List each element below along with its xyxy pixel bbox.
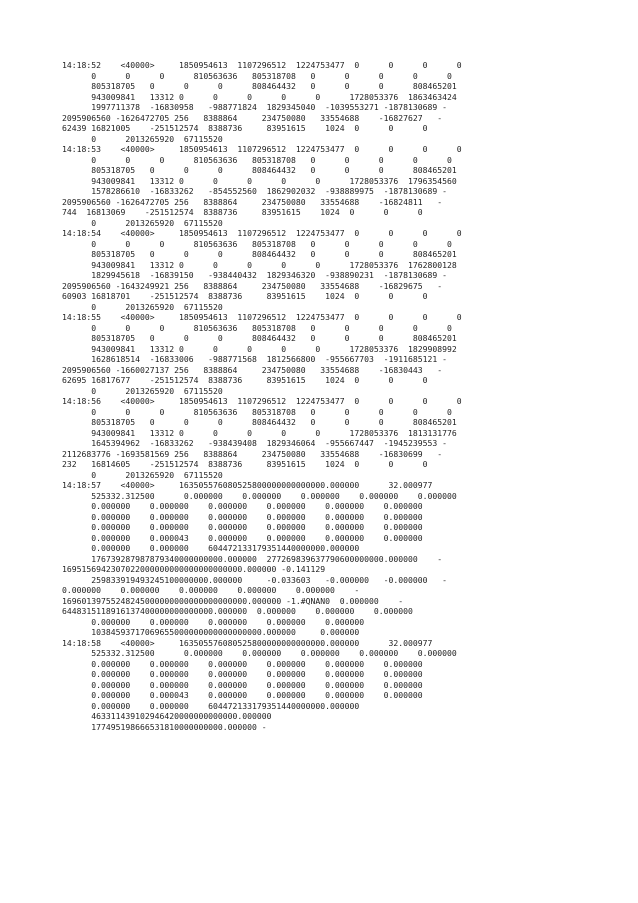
log-line: 2112683776 -1693581569 256 8388864 234750080 33554688 -16830699 - <box>62 448 443 459</box>
log-line: 805318705 0 0 0 808464432 0 0 0 808465201 <box>62 249 457 259</box>
log-line: 1578286610 -16833262 -854552560 1862902032 -938889975 -1878130689 - <box>62 186 447 196</box>
log-line: 10384593717069655000000000000000000.000000 0.000000 <box>62 627 360 637</box>
log-line: 525332.312500 0.000000 0.000000 0.000000 0.000000 0.000000 <box>62 490 457 501</box>
log-line: 0 0 0 810563636 805318708 0 0 0 0 0 <box>62 70 452 81</box>
log-line: 0.000000 0.000000 0.000000 0.000000 0.000000 0.000000 <box>62 658 423 669</box>
log-line: 62695 16817677 -251512574 8388736 83951615 1024 0 0 0 <box>62 375 428 385</box>
log-line: 0 2013265920 67115520 <box>62 469 223 480</box>
log-line: 943009841 13312 0 0 0 0 0 1728053376 1796354560 <box>62 175 457 186</box>
log-line: 1695156942307022000000000000000000000.000000 -0.141129 <box>62 564 326 574</box>
log-line: 943009841 13312 0 0 0 0 0 1728053376 1813131776 <box>62 427 457 438</box>
log-line: 62439 16821005 -251512574 8388736 83951615 1024 0 0 0 <box>62 123 428 133</box>
log-line: 1628618514 -16833006 -988771568 1812566800 -955667703 -1911685121 - <box>62 354 447 364</box>
log-line: 2095906560 -1643249921 256 8388864 234750080 33554688 -16829675 - <box>62 280 443 291</box>
log-line: 0.000000 0.000000 0.000000 0.000000 0.000000 <box>62 616 365 627</box>
log-line: 232 16814605 -251512574 8388736 83951615 1024 0 0 0 <box>62 459 428 469</box>
log-line: 14:18:53 <40000> 1850954613 1107296512 1224753477 0 0 0 0 <box>62 144 462 154</box>
log-line: 259833919493245100000000.000000 -0.033603 -0.000000 -0.000000 - <box>62 574 447 585</box>
log-line: 0.000000 0.000043 0.000000 0.000000 0.000000 0.000000 <box>62 690 423 700</box>
log-line: 6448315118916137400000000000000.000000 0.000000 0.000000 0.000000 <box>62 606 413 616</box>
log-line: 943009841 13312 0 0 0 0 0 1728053376 1829908992 <box>62 343 457 354</box>
log-line: 0.000000 0.000000 0.000000 0.000000 0.000000 0.000000 <box>62 679 423 690</box>
log-line: 14:18:56 <40000> 1850954613 1107296512 1224753477 0 0 0 0 <box>62 396 462 406</box>
log-line: 0 0 0 810563636 805318708 0 0 0 0 0 <box>62 322 452 333</box>
log-line: 0 0 0 810563636 805318708 0 0 0 0 0 <box>62 238 452 249</box>
log-line: 14:18:52 <40000> 1850954613 1107296512 1224753477 0 0 0 0 <box>62 60 462 70</box>
log-line: 176739287987879340000000000.000000 277269839637790600000000.000000 - <box>62 553 443 564</box>
log-line: 2095906560 -1660027137 256 8388864 234750080 33554688 -16830443 - <box>62 364 443 375</box>
log-line: 0 2013265920 67115520 <box>62 385 223 396</box>
log-line: 805318705 0 0 0 808464432 0 0 0 808465201 <box>62 81 457 91</box>
log-line: 805318705 0 0 0 808464432 0 0 0 808465201 <box>62 333 457 343</box>
log-line: 943009841 13312 0 0 0 0 0 1728053376 1863463424 <box>62 91 457 102</box>
log-line: 1829945618 -16839150 -938440432 1829346320 -938890231 -1878130689 - <box>62 270 447 280</box>
log-line: 0.000000 0.000000 0.000000 0.000000 0.000000 0.000000 <box>62 522 423 532</box>
log-line: 0.000000 0.000000 604472133179351440000000.000000 <box>62 700 360 711</box>
log-line: 2095906560 -1626472705 256 8388864 234750080 33554688 -16827627 - <box>62 112 443 123</box>
log-line: 14:18:54 <40000> 1850954613 1107296512 1224753477 0 0 0 0 <box>62 228 462 238</box>
log-line: 0.000000 0.000000 0.000000 0.000000 0.000000 0.000000 <box>62 669 423 679</box>
log-line: 0.000000 0.000000 0.000000 0.000000 0.000000 - <box>62 585 360 595</box>
log-line: 14:18:58 <40000> 163505576080525800000000000000.000000 32.000977 <box>62 637 433 648</box>
log-line: 0 2013265920 67115520 <box>62 301 223 312</box>
log-line: 0.000000 0.000043 0.000000 0.000000 0.000000 0.000000 <box>62 532 423 543</box>
log-line: 805318705 0 0 0 808464432 0 0 0 808465201 <box>62 165 457 175</box>
log-line: 0 0 0 810563636 805318708 0 0 0 0 0 <box>62 154 452 165</box>
log-line: 1997711378 -16830958 -988771824 1829345040 -1039553271 -1878130689 - <box>62 102 447 112</box>
log-line: 60903 16818701 -251512574 8388736 83951615 1024 0 0 0 <box>62 291 428 301</box>
log-line: 805318705 0 0 0 808464432 0 0 0 808465201 <box>62 417 457 427</box>
log-line: 0.000000 0.000000 0.000000 0.000000 0.000000 0.000000 <box>62 501 423 511</box>
log-line: 14:18:55 <40000> 1850954613 1107296512 1224753477 0 0 0 0 <box>62 312 462 322</box>
log-line: 744 16813069 -251512574 8388736 83951615 1024 0 0 0 <box>62 207 423 217</box>
log-line: 14:18:57 <40000> 163505576080525800000000000000.000000 32.000977 <box>62 480 433 490</box>
log-line: 2095906560 -1626472705 256 8388864 234750080 33554688 -16824811 - <box>62 196 443 207</box>
log-line: 16960139755248245000000000000000000000.000000 -1.#QNAN0 0.000000 - <box>62 595 404 606</box>
log-line: 463311439102946420000000000000.000000 <box>62 711 272 721</box>
log-document <box>62 60 572 732</box>
log-line: 177495198666531810000000000.000000 - <box>62 721 267 732</box>
log-line: 0.000000 0.000000 604472133179351440000000.000000 <box>62 543 360 553</box>
log-line: 943009841 13312 0 0 0 0 0 1728053376 1762800128 <box>62 259 457 270</box>
log-line: 0 0 0 810563636 805318708 0 0 0 0 0 <box>62 406 452 417</box>
log-line: 0.000000 0.000000 0.000000 0.000000 0.000000 0.000000 <box>62 511 423 522</box>
log-line: 0 2013265920 67115520 <box>62 133 223 144</box>
log-line: 0 2013265920 67115520 <box>62 217 223 228</box>
log-line: 525332.312500 0.000000 0.000000 0.000000 0.000000 0.000000 <box>62 648 457 658</box>
log-line: 1645394962 -16833262 -938439408 1829346064 -955667447 -1945239553 - <box>62 438 447 448</box>
